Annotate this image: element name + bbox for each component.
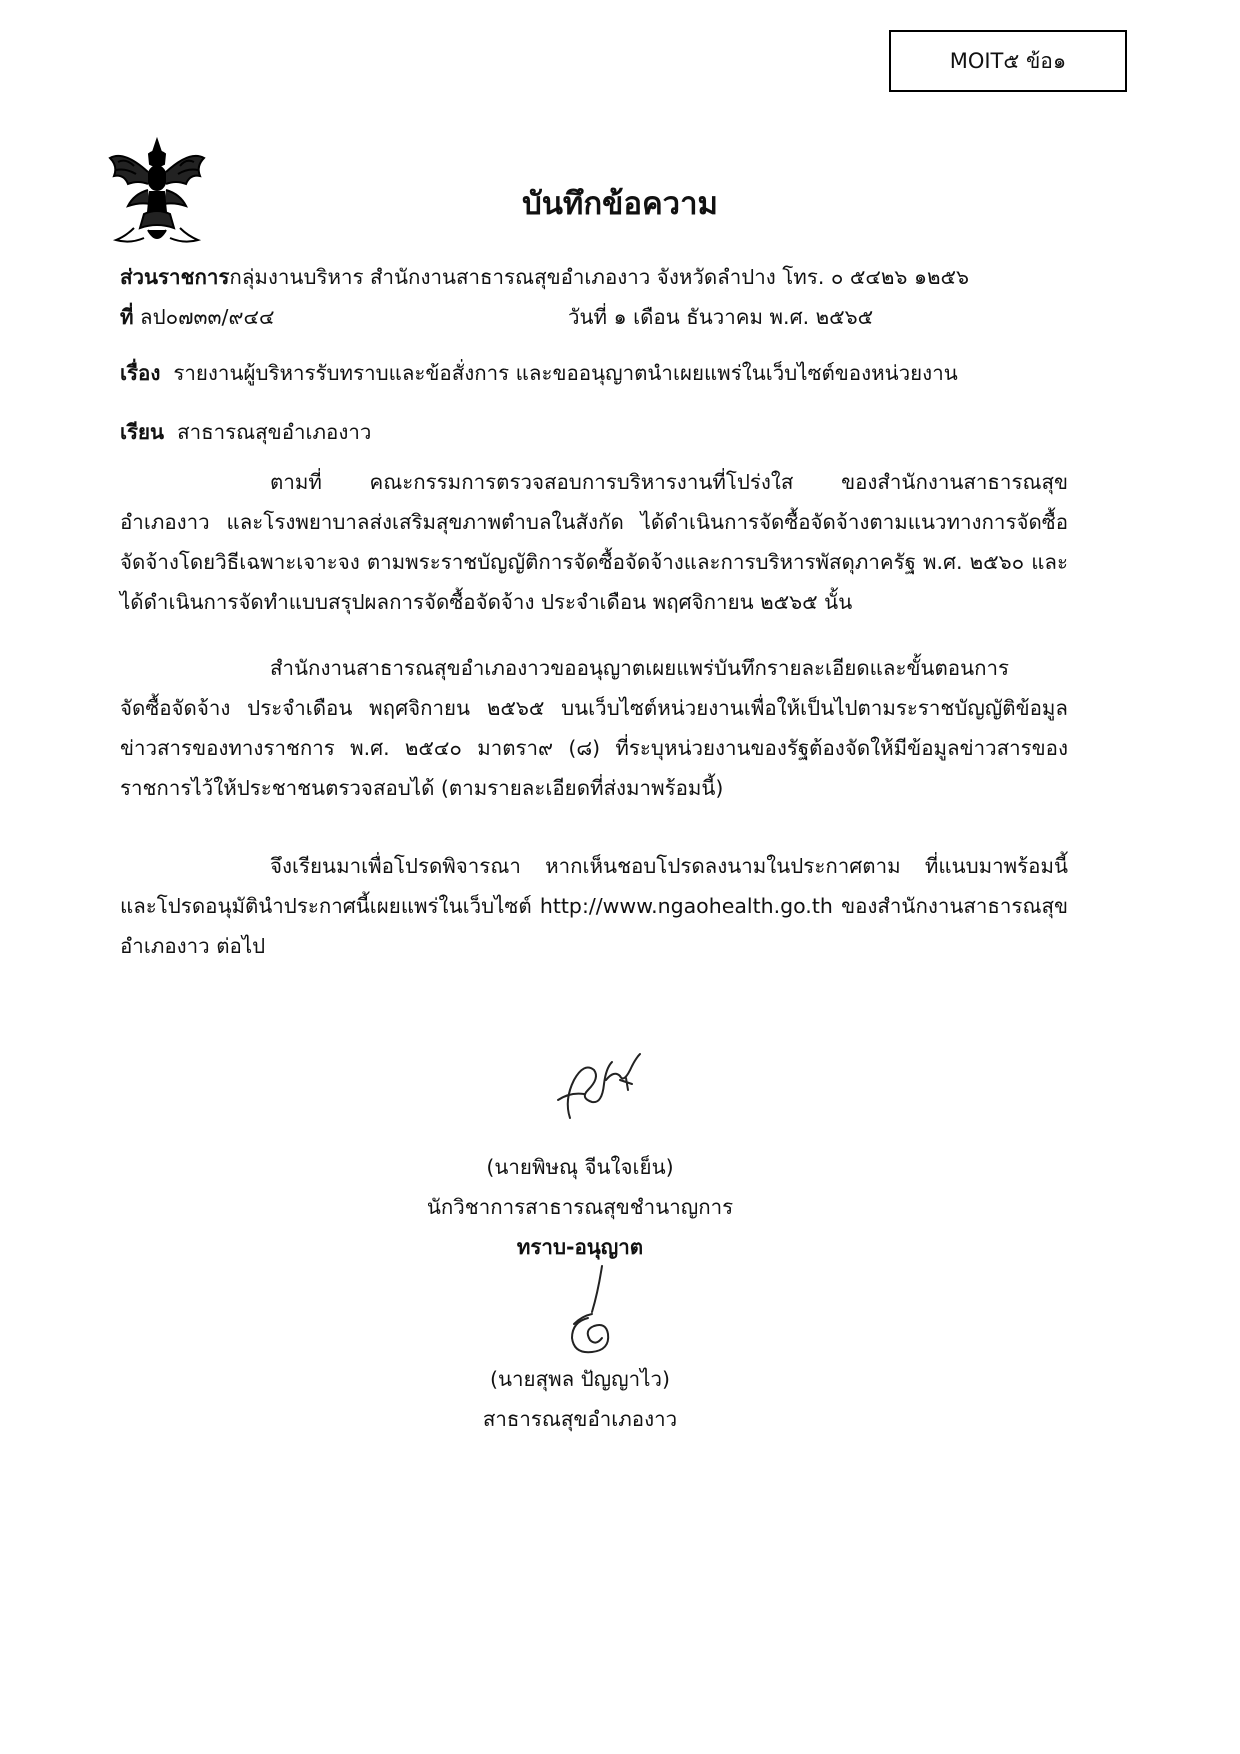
paragraph-1 — [120, 462, 1068, 622]
paragraph-line: สำนักงานสาธารณสุขอำเภองาวขออนุญาตเผยแพร่บันทึกรายละเอียดและขั้นตอนการ — [270, 656, 1010, 680]
date-value: ๑ เดือน ธันวาคม พ.ศ. ๒๕๖๕ — [607, 305, 874, 329]
approval-text: ทราบ-อนุญาต — [516, 1235, 644, 1259]
paragraph-line: จัดจ้างโดยวิธีเฉพาะเจาะจง ตามพระราชบัญญัติการจัดซื้อจัดจ้างและการบริหารพัสดุภาครัฐ พ.ศ. ๒๕๖๐ และ — [120, 550, 1068, 574]
paragraph-line: และโปรดอนุมัตินำประกาศนี้เผยแพร่ในเว็บไซต์ http://www.ngaohealth.go.th ของสำนักงานสาธารณสุข — [120, 894, 1068, 918]
subject-label: เรื่อง — [120, 361, 161, 385]
signer-1-position: นักวิชาการสาธารณสุขชำนาญการ — [426, 1195, 734, 1219]
reference-label: ที่ — [120, 305, 134, 329]
signature-1 — [540, 1040, 660, 1124]
signer-2-name: (นายสุพล ปัญญาไว) — [490, 1367, 670, 1391]
recipient: สาธารณสุขอำเภองาว — [177, 420, 372, 444]
agency-line — [120, 262, 969, 292]
reference-line — [120, 302, 275, 332]
subject-value: รายงานผู้บริหารรับทราบและข้อสั่งการ และขออนุญาตนำเผยแพร่ในเว็บไซต์ของหน่วยงาน — [173, 361, 958, 385]
memo-title: บันทึกข้อความ — [522, 186, 718, 222]
paragraph-line: จึงเรียนมาเพื่อโปรดพิจารณา หากเห็นชอบโปรดลงนามในประกาศตาม ที่แนบมาพร้อมนี้ — [270, 854, 1068, 878]
document-code: MOIT๕ ข้อ๑ — [949, 48, 1067, 73]
signature-2 — [562, 1262, 622, 1358]
date-line — [568, 302, 873, 332]
paragraph-line: อำเภองาว ต่อไป — [120, 934, 266, 958]
reference-number: ลป๐๗๓๓/๙๔๔ — [133, 305, 275, 329]
date-label: วันที่ — [568, 305, 608, 329]
paragraph-line: ได้ดำเนินการจัดทำแบบสรุปผลการจัดซื้อจัดจ้าง ประจำเดือน พฤศจิกายน ๒๕๖๕ นั้น — [120, 590, 853, 614]
agency-value: กลุ่มงานบริหาร สำนักงานสาธารณสุขอำเภองาว จังหวัดลำปาง โทร. ๐ ๕๔๒๖ ๑๒๕๖ — [229, 265, 970, 289]
paragraph-line: จัดซื้อจัดจ้าง ประจำเดือน พฤศจิกายน ๒๕๖๕ บนเว็บไซต์หน่วยงานเพื่อให้เป็นไปตามระราชบัญญัติข้อมูล — [120, 696, 1068, 720]
paragraph-line: อำเภองาว และโรงพยาบาลส่งเสริมสุขภาพตำบลในสังกัด ได้ดำเนินการจัดซื้อจัดจ้างตามแนวทางการจัดซื้อ — [120, 510, 1068, 534]
salutation-label: เรียน — [120, 420, 165, 444]
subject-line — [120, 358, 958, 388]
document-code-box — [889, 30, 1127, 92]
paragraph-line: ข่าวสารของทางราชการ พ.ศ. ๒๕๔๐ มาตรา๙ (๘) ที่ระบุหน่วยงานของรัฐต้องจัดให้มีข้อมูลข่าวสารของ — [120, 736, 1068, 760]
signer-1-name: (นายพิษณุ จีนใจเย็น) — [486, 1155, 674, 1179]
paragraph-line: ราชการไว้ให้ประชาชนตรวจสอบได้ (ตามรายละเอียดที่ส่งมาพร้อมนี้) — [120, 776, 724, 800]
agency-label: ส่วนราชการ — [120, 265, 230, 289]
signer-2-position: สาธารณสุขอำเภองาว — [482, 1407, 678, 1431]
salutation-line — [120, 417, 371, 447]
paragraph-3 — [120, 846, 1068, 966]
paragraph-line: ตามที่ คณะกรรมการตรวจสอบการบริหารงานที่โปร่งใส ของสำนักงานสาธารณสุข — [270, 470, 1068, 494]
paragraph-2 — [120, 648, 1068, 808]
